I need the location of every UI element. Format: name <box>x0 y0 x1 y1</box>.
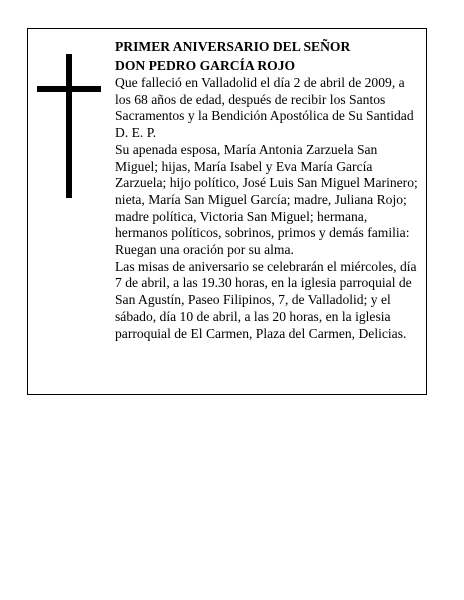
death-announcement-paragraph <box>115 75 420 142</box>
cross-icon <box>37 54 101 198</box>
text-line: parroquial de El Carmen, Plaza del Carmen, Delicias. <box>115 325 407 341</box>
text-line: Que falleció en Valladolid el día 2 de abril de 2009, a <box>115 75 405 90</box>
text-line: Miguel; hijas, María Isabel y Eva María García <box>115 158 373 174</box>
masses-paragraph <box>115 259 420 343</box>
text-line: Su apenada esposa, María Antonia Zarzuela San <box>115 141 378 157</box>
notice-title-line-1: PRIMER ANIVERSARIO DEL SEÑOR <box>115 39 351 54</box>
text-line: Sacramentos y la Bendición Apostólica de Su Santidad <box>115 108 414 124</box>
text-line: los 68 años de edad, después de recibir los Santos <box>115 91 386 107</box>
notice-title-line-2: DON PEDRO GARCÍA ROJO <box>115 57 296 73</box>
family-paragraph <box>115 142 420 259</box>
text-line: Las misas de aniversario se celebrarán el miércoles, día <box>115 258 417 274</box>
obituary-text <box>115 38 420 342</box>
text-line: hermanos políticos, sobrinos, primos y demás familia: <box>115 225 410 241</box>
text-line: 7 de abril, a las 19.30 horas, en la iglesia parroquial de <box>115 275 412 291</box>
text-line: D. E. P. <box>115 125 157 141</box>
text-line: sábado, día 10 de abril, a las 20 horas, en la iglesia <box>115 308 391 324</box>
text-line: Zarzuela; hijo político, José Luis San Miguel Marinero; <box>115 175 418 191</box>
text-line: madre política, Victoria San Miguel; hermana, <box>115 208 368 224</box>
text-line: nieta, María San Miguel García; madre, Juliana Rojo; <box>115 191 407 207</box>
text-line: Ruegan una oración por su alma. <box>115 242 294 258</box>
text-line: San Agustín, Paseo Filipinos, 7, de Valladolid; y el <box>115 292 391 308</box>
